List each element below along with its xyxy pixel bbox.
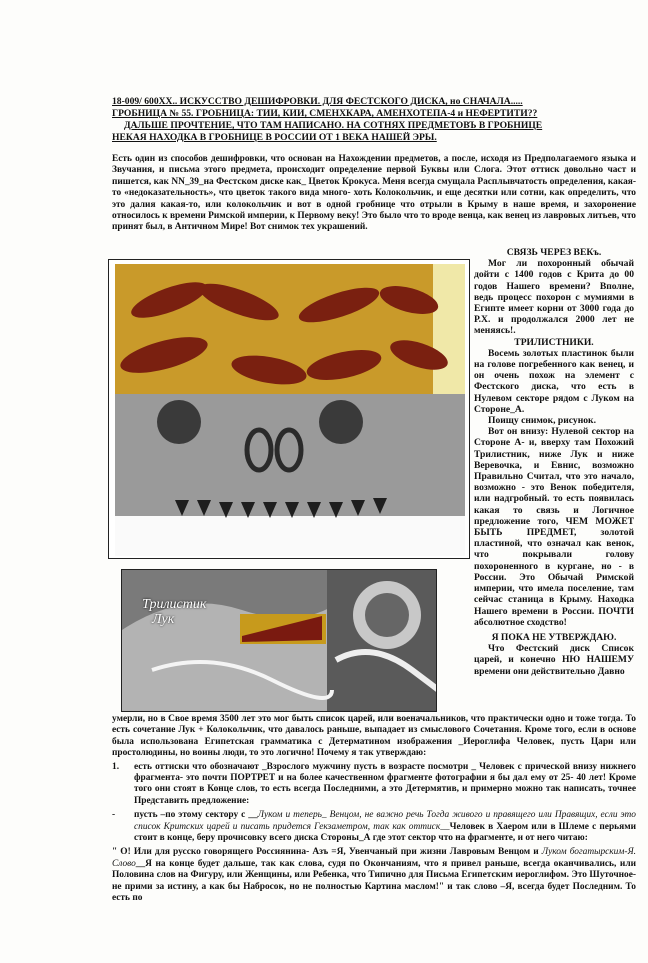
fragment-label-trilistnik: Трилистик bbox=[142, 597, 207, 612]
disk-fragment-photo bbox=[121, 569, 437, 712]
header-line-3: ДАЛЬШЕ ПРОЧТЕНИЕ, ЧТО ТАМ НАПИСАНО. НА СОТНЯХ ПРЕДМЕТОВЪ В ГРОБНИЦЕ bbox=[124, 120, 543, 131]
disk-fragment-drawing bbox=[122, 570, 437, 712]
side-paragraph-2: Восемь золотых пластинок были на голове погребенного как венец, и он очень похож на элемент с Фестского диска, что есть в Нулевом секторе рядом с Луком на Стороне_А. bbox=[474, 347, 634, 415]
side-heading-3: Я ПОКА НЕ УТВЕРЖДАЮ. bbox=[491, 631, 617, 643]
side-paragraph-5: Что Фестский диск Список царей, и конечно НЮ НАШЕМУ времени они действительно Давно bbox=[474, 643, 634, 677]
side-column bbox=[474, 247, 634, 677]
header-line-1: 18-009/ 600XX.. ИСКУССТВО ДЕШИФРОВКИ. ДЛЯ ФЕСТСКОГО ДИСКА, но СНАЧАЛА..... bbox=[112, 96, 523, 107]
document-header bbox=[112, 96, 632, 144]
fragment-label-luk: Лук bbox=[152, 612, 175, 627]
side-paragraph-3: Поищу снимок, рисунок. bbox=[488, 415, 596, 427]
bottom-text bbox=[112, 714, 636, 905]
side-paragraph-4: Вот он внизу: Нулевой сектор на Стороне А- и, вверху там Похожий Трилистник, ниже Лук и ниже Веревочка, и Евнис, возможно Правильно Считал, что это начало, возможно - это Венок победителя, или надгробный. то есть появилась какая то связь и Логичное предложение того, ЧЕМ МОЖЕТ БЫТЬ ПРЕДМЕТ, золотой пластиной, что означал как венок, что покрывали голову похороненного в кургане, но - в России. Это Обычай Римской империи, что имела поселение, там сейчас станица в Крыму. Находка Нашего времени в России. ПОЧТИ абсолютное сходство! bbox=[474, 426, 634, 628]
list-item-text: Человек в Хаером или в Шлеме с перьями стоит в конце, беру прочисовку всего диска Стороны_А где этот сектор что на фрагменте, и от него читаю: bbox=[134, 821, 636, 844]
list-item bbox=[112, 810, 636, 844]
tail-paragraph: умерли, но в Свое время 3500 лет это мог быть список царей, или военачальников, что практически одно и тоже тогда. То есть сочетание Лук + Колокольчик, что давалось раньше, выпадает из смыслового Сочетания. Кроме того, если в основе была использована Египетская грамматика с Детерматином изображения _Иероглифа Человек, пусть Цари или простолюдины, но воины люди, то это логично! Почему я так утверждаю: bbox=[112, 714, 636, 759]
side-paragraph-1: Мог ли похоронный обычай дойти с 1400 годов с Крита до 00 годов Нашего времени? Вполне, ведь процесс похорон с мумиями в Египте имеет корни от 3000 года до Р.Х. и продолжался 2000 лет не меняясь!. bbox=[474, 258, 634, 337]
wreath-leaves-drawing bbox=[109, 260, 471, 560]
wreath-photo bbox=[108, 259, 470, 559]
side-heading-2: ТРИЛИСТНИКИ. bbox=[514, 336, 594, 348]
list-marker: - bbox=[112, 810, 116, 821]
list-item-text: есть оттиски что обозначают _Взрослого мужчину пусть в возрасте посмотри _ Человек с причеcкой внизу нижнего фрагмента- это почти ПОРТРЕТ и на более качественном фрагменте фотографии я бы дал ему от 25- 40 лет! Кроме того они стоят в Конце слов, то есть всегда Последними, а это Детермятив, и примерно можно так написать, точнее Представить предложение: bbox=[134, 761, 636, 806]
header-line-2: ГРОБНИЦА № 55. ГРОБНИЦА: ТИИ, КИИ, СМЕНХКАРА, АМЕНХОТЕПА-4 и НЕФЕРТИТИ?? bbox=[112, 108, 538, 119]
list-item bbox=[112, 762, 636, 808]
list-item-italic-text: Луком и теперь_ Венцом, не важно речь Тогда живого и правящего или Правящих, если это список Критских царей и писать придется Гекзаметром, так как оттиск__ bbox=[134, 810, 636, 832]
list-marker: 1. bbox=[112, 761, 120, 772]
list-item-text: пусть –по этому сектору с __ bbox=[134, 810, 258, 821]
intro-paragraph: Есть один из способов дешифровки, что основан на Нахождении предметов, а после, исходя из Предполагаемого языка и Звучания, и письма этого предмета, происходит определение первой Буквы или Слога. Этот оттиск довольно част и пишется, как NN_39_на Фестском диске как_ Цветок Крокуса. Меня всегда смущала Расплывчатость определения, какая-то «недоказательность», что цветок такого вида много- хоть Колокольчик, и еще десятки или сотни, как определить, что это далия какая-то, или колокольчик и вот в одной гробнице что отрыли в Крыму в наше время, и захоронение относилось к времени Римской империи, к Первому веку! Это было что то вроде венца, как венец из лавровых литьев, что принят был, в Античном Мире! Вот снимок тех украшений. bbox=[112, 154, 636, 233]
side-heading-1: СВЯЗЬ ЧЕРЕЗ ВЕКъ. bbox=[506, 247, 602, 258]
closing-paragraph: " О! Или для русско говорящего Россиянина- Азъ =Я, Увенчаный при жизни Лавровым Венцом и Луком богатырским-Я. Слово__Я на конце будет дальше, так как слова, судя по Окончаниям, что я привел раньше, всегда оканчивались, или Половина слов на Фигуру, или Женщины, или Ребенка, что Типично для Письма Египетским иероглифом. Это Шуточное- не прими за истину, а как бы Набросок, но не полностью Картина маслом!" и так слово –Я, всегда будет Последним. То есть по bbox=[112, 847, 636, 904]
header-line-4: НЕКАЯ НАХОДКА В ГРОБНИЦЕ В РОССИИ ОТ 1 ВЕКА НАШЕЙ ЭРЫ. bbox=[112, 132, 437, 143]
